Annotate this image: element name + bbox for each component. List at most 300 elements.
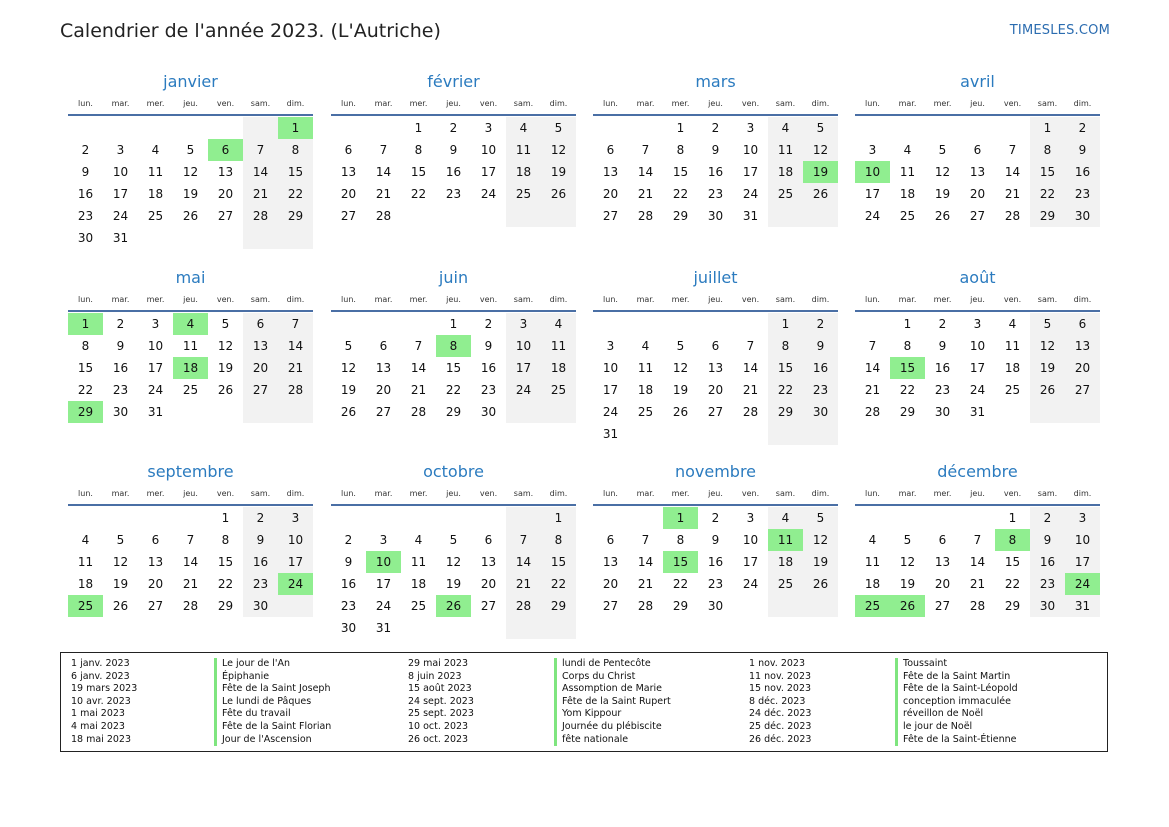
day-cell[interactable]: 22 — [899, 383, 916, 397]
day-cell[interactable]: 31 — [742, 209, 759, 223]
day-cell[interactable]: 24 — [864, 209, 881, 223]
day-cell[interactable]: 5 — [903, 533, 912, 547]
day-cell[interactable]: 14 — [278, 335, 313, 357]
day-cell[interactable]: 14 — [243, 161, 278, 183]
holiday-day-cell[interactable]: 25 — [68, 595, 103, 617]
day-cell[interactable]: 23 — [340, 599, 357, 613]
day-cell[interactable]: 19 — [1030, 357, 1065, 379]
day-cell[interactable]: 26 — [1030, 379, 1065, 401]
day-cell[interactable]: 13 — [147, 555, 164, 569]
day-cell[interactable]: 16 — [445, 165, 462, 179]
day-cell[interactable]: 26 — [217, 383, 234, 397]
day-cell[interactable]: 2 — [81, 143, 90, 157]
day-cell[interactable]: 17 — [278, 551, 313, 573]
day-cell[interactable]: 5 — [221, 317, 230, 331]
holiday-day-cell[interactable]: 26 — [436, 595, 471, 617]
day-cell[interactable]: 2 — [449, 121, 458, 135]
day-cell[interactable]: 9 — [803, 335, 838, 357]
day-cell[interactable]: 25 — [1004, 383, 1021, 397]
day-cell[interactable]: 18 — [147, 187, 164, 201]
day-cell[interactable]: 13 — [602, 555, 619, 569]
holiday-day-cell[interactable]: 6 — [208, 139, 243, 161]
day-cell[interactable]: 19 — [541, 161, 576, 183]
day-cell[interactable]: 26 — [803, 183, 838, 205]
day-cell[interactable]: 28 — [637, 599, 654, 613]
day-cell[interactable]: 8 — [541, 529, 576, 551]
day-cell[interactable]: 3 — [484, 121, 493, 135]
day-cell[interactable]: 4 — [768, 507, 803, 529]
day-cell[interactable]: 24 — [147, 383, 164, 397]
day-cell[interactable]: 10 — [506, 335, 541, 357]
day-cell[interactable]: 21 — [1004, 187, 1021, 201]
day-cell[interactable]: 30 — [77, 231, 94, 245]
day-cell[interactable]: 23 — [112, 383, 129, 397]
day-cell[interactable]: 8 — [903, 339, 912, 353]
day-cell[interactable]: 11 — [541, 335, 576, 357]
day-cell[interactable]: 3 — [116, 143, 125, 157]
day-cell[interactable]: 2 — [344, 533, 353, 547]
day-cell[interactable]: 25 — [147, 209, 164, 223]
day-cell[interactable]: 11 — [506, 139, 541, 161]
day-cell[interactable]: 30 — [934, 405, 951, 419]
day-cell[interactable]: 20 — [969, 187, 986, 201]
day-cell[interactable]: 19 — [340, 383, 357, 397]
day-cell[interactable]: 15 — [1004, 555, 1021, 569]
day-cell[interactable]: 9 — [243, 529, 278, 551]
day-cell[interactable]: 8 — [676, 143, 685, 157]
day-cell[interactable]: 1 — [414, 121, 423, 135]
day-cell[interactable]: 29 — [541, 595, 576, 617]
day-cell[interactable]: 11 — [77, 555, 94, 569]
day-cell[interactable]: 24 — [602, 405, 619, 419]
day-cell[interactable]: 16 — [77, 187, 94, 201]
day-cell[interactable]: 6 — [938, 533, 947, 547]
day-cell[interactable]: 10 — [742, 533, 759, 547]
day-cell[interactable]: 20 — [217, 187, 234, 201]
day-cell[interactable]: 21 — [375, 187, 392, 201]
holiday-day-cell[interactable]: 8 — [995, 529, 1030, 551]
day-cell[interactable]: 23 — [1030, 573, 1065, 595]
day-cell[interactable]: 9 — [1065, 139, 1100, 161]
day-cell[interactable]: 14 — [969, 555, 986, 569]
day-cell[interactable]: 23 — [803, 379, 838, 401]
day-cell[interactable]: 13 — [217, 165, 234, 179]
day-cell[interactable]: 7 — [973, 533, 982, 547]
day-cell[interactable]: 11 — [768, 139, 803, 161]
day-cell[interactable]: 21 — [410, 383, 427, 397]
day-cell[interactable]: 23 — [445, 187, 462, 201]
day-cell[interactable]: 12 — [803, 529, 838, 551]
day-cell[interactable]: 9 — [938, 339, 947, 353]
day-cell[interactable]: 13 — [243, 335, 278, 357]
day-cell[interactable]: 23 — [243, 573, 278, 595]
day-cell[interactable]: 5 — [541, 117, 576, 139]
brand-link[interactable]: TIMESLES.COM — [1009, 23, 1110, 38]
day-cell[interactable]: 17 — [112, 187, 129, 201]
day-cell[interactable]: 4 — [541, 313, 576, 335]
day-cell[interactable]: 21 — [243, 183, 278, 205]
day-cell[interactable]: 5 — [186, 143, 195, 157]
day-cell[interactable]: 9 — [711, 533, 720, 547]
day-cell[interactable]: 31 — [969, 405, 986, 419]
day-cell[interactable]: 12 — [672, 361, 689, 375]
day-cell[interactable]: 31 — [1065, 595, 1100, 617]
day-cell[interactable]: 22 — [410, 187, 427, 201]
day-cell[interactable]: 3 — [1065, 507, 1100, 529]
day-cell[interactable]: 6 — [606, 533, 615, 547]
day-cell[interactable]: 28 — [375, 209, 392, 223]
day-cell[interactable]: 23 — [707, 187, 724, 201]
day-cell[interactable]: 29 — [1004, 599, 1021, 613]
day-cell[interactable]: 12 — [112, 555, 129, 569]
day-cell[interactable]: 3 — [379, 533, 388, 547]
day-cell[interactable]: 5 — [676, 339, 685, 353]
holiday-day-cell[interactable]: 10 — [855, 161, 890, 183]
day-cell[interactable]: 27 — [1065, 379, 1100, 401]
day-cell[interactable]: 30 — [112, 405, 129, 419]
day-cell[interactable]: 18 — [864, 577, 881, 591]
day-cell[interactable]: 25 — [899, 209, 916, 223]
day-cell[interactable]: 18 — [77, 577, 94, 591]
day-cell[interactable]: 25 — [768, 183, 803, 205]
day-cell[interactable]: 22 — [541, 573, 576, 595]
day-cell[interactable]: 17 — [742, 555, 759, 569]
day-cell[interactable]: 4 — [414, 533, 423, 547]
day-cell[interactable]: 12 — [934, 165, 951, 179]
day-cell[interactable]: 2 — [803, 313, 838, 335]
day-cell[interactable]: 11 — [1004, 339, 1021, 353]
day-cell[interactable]: 21 — [637, 187, 654, 201]
day-cell[interactable]: 16 — [707, 165, 724, 179]
day-cell[interactable]: 18 — [768, 161, 803, 183]
day-cell[interactable]: 7 — [186, 533, 195, 547]
holiday-day-cell[interactable]: 26 — [890, 595, 925, 617]
day-cell[interactable]: 29 — [768, 401, 803, 423]
day-cell[interactable]: 2 — [116, 317, 125, 331]
day-cell[interactable]: 4 — [903, 143, 912, 157]
day-cell[interactable]: 3 — [606, 339, 615, 353]
day-cell[interactable]: 29 — [278, 205, 313, 227]
day-cell[interactable]: 2 — [484, 317, 493, 331]
day-cell[interactable]: 10 — [278, 529, 313, 551]
day-cell[interactable]: 25 — [768, 573, 803, 595]
day-cell[interactable]: 2 — [938, 317, 947, 331]
day-cell[interactable]: 28 — [278, 379, 313, 401]
day-cell[interactable]: 30 — [340, 621, 357, 635]
day-cell[interactable]: 28 — [1004, 209, 1021, 223]
day-cell[interactable]: 17 — [742, 165, 759, 179]
day-cell[interactable]: 19 — [899, 577, 916, 591]
day-cell[interactable]: 12 — [1030, 335, 1065, 357]
day-cell[interactable]: 21 — [182, 577, 199, 591]
day-cell[interactable]: 9 — [449, 143, 458, 157]
day-cell[interactable]: 13 — [934, 555, 951, 569]
day-cell[interactable]: 18 — [1004, 361, 1021, 375]
day-cell[interactable]: 8 — [414, 143, 423, 157]
day-cell[interactable]: 13 — [480, 555, 497, 569]
day-cell[interactable]: 2 — [1065, 117, 1100, 139]
day-cell[interactable]: 31 — [112, 231, 129, 245]
day-cell[interactable]: 14 — [182, 555, 199, 569]
day-cell[interactable]: 17 — [480, 165, 497, 179]
day-cell[interactable]: 22 — [77, 383, 94, 397]
day-cell[interactable]: 15 — [410, 165, 427, 179]
day-cell[interactable]: 16 — [480, 361, 497, 375]
day-cell[interactable]: 9 — [484, 339, 493, 353]
day-cell[interactable]: 18 — [410, 577, 427, 591]
day-cell[interactable]: 10 — [480, 143, 497, 157]
day-cell[interactable]: 18 — [637, 383, 654, 397]
day-cell[interactable]: 10 — [1065, 529, 1100, 551]
day-cell[interactable]: 7 — [641, 143, 650, 157]
holiday-day-cell[interactable]: 15 — [663, 551, 698, 573]
day-cell[interactable]: 29 — [672, 209, 689, 223]
day-cell[interactable]: 23 — [480, 383, 497, 397]
day-cell[interactable]: 17 — [864, 187, 881, 201]
day-cell[interactable]: 13 — [969, 165, 986, 179]
day-cell[interactable]: 19 — [445, 577, 462, 591]
day-cell[interactable]: 4 — [641, 339, 650, 353]
day-cell[interactable]: 29 — [1030, 205, 1065, 227]
day-cell[interactable]: 3 — [278, 507, 313, 529]
day-cell[interactable]: 20 — [934, 577, 951, 591]
day-cell[interactable]: 17 — [506, 357, 541, 379]
day-cell[interactable]: 6 — [484, 533, 493, 547]
day-cell[interactable]: 9 — [81, 165, 90, 179]
day-cell[interactable]: 1 — [903, 317, 912, 331]
day-cell[interactable]: 6 — [606, 143, 615, 157]
day-cell[interactable]: 4 — [768, 117, 803, 139]
day-cell[interactable]: 30 — [1030, 595, 1065, 617]
day-cell[interactable]: 6 — [243, 313, 278, 335]
day-cell[interactable]: 14 — [742, 361, 759, 375]
day-cell[interactable]: 8 — [221, 533, 230, 547]
day-cell[interactable]: 22 — [1004, 577, 1021, 591]
day-cell[interactable]: 1 — [541, 507, 576, 529]
day-cell[interactable]: 7 — [278, 313, 313, 335]
day-cell[interactable]: 14 — [375, 165, 392, 179]
day-cell[interactable]: 26 — [340, 405, 357, 419]
day-cell[interactable]: 3 — [746, 511, 755, 525]
day-cell[interactable]: 6 — [344, 143, 353, 157]
day-cell[interactable]: 13 — [340, 165, 357, 179]
day-cell[interactable]: 26 — [182, 209, 199, 223]
day-cell[interactable]: 21 — [742, 383, 759, 397]
holiday-day-cell[interactable]: 4 — [173, 313, 208, 335]
day-cell[interactable]: 5 — [449, 533, 458, 547]
day-cell[interactable]: 27 — [602, 599, 619, 613]
day-cell[interactable]: 21 — [506, 573, 541, 595]
day-cell[interactable]: 20 — [707, 383, 724, 397]
day-cell[interactable]: 28 — [506, 595, 541, 617]
day-cell[interactable]: 14 — [410, 361, 427, 375]
day-cell[interactable]: 8 — [81, 339, 90, 353]
day-cell[interactable]: 26 — [803, 573, 838, 595]
day-cell[interactable]: 22 — [768, 379, 803, 401]
day-cell[interactable]: 10 — [112, 165, 129, 179]
day-cell[interactable]: 30 — [243, 595, 278, 617]
day-cell[interactable]: 11 — [147, 165, 164, 179]
day-cell[interactable]: 20 — [243, 357, 278, 379]
day-cell[interactable]: 15 — [278, 161, 313, 183]
day-cell[interactable]: 19 — [182, 187, 199, 201]
day-cell[interactable]: 5 — [803, 117, 838, 139]
day-cell[interactable]: 3 — [868, 143, 877, 157]
day-cell[interactable]: 22 — [445, 383, 462, 397]
day-cell[interactable]: 18 — [541, 357, 576, 379]
day-cell[interactable]: 22 — [278, 183, 313, 205]
day-cell[interactable]: 2 — [243, 507, 278, 529]
day-cell[interactable]: 27 — [375, 405, 392, 419]
day-cell[interactable]: 15 — [217, 555, 234, 569]
day-cell[interactable]: 28 — [864, 405, 881, 419]
day-cell[interactable]: 6 — [151, 533, 160, 547]
day-cell[interactable]: 19 — [217, 361, 234, 375]
day-cell[interactable]: 16 — [803, 357, 838, 379]
day-cell[interactable]: 20 — [602, 187, 619, 201]
day-cell[interactable]: 14 — [1004, 165, 1021, 179]
holiday-day-cell[interactable]: 1 — [278, 117, 313, 139]
day-cell[interactable]: 19 — [672, 383, 689, 397]
day-cell[interactable]: 17 — [969, 361, 986, 375]
day-cell[interactable]: 17 — [147, 361, 164, 375]
day-cell[interactable]: 4 — [81, 533, 90, 547]
day-cell[interactable]: 3 — [973, 317, 982, 331]
day-cell[interactable]: 1 — [221, 511, 230, 525]
day-cell[interactable]: 6 — [973, 143, 982, 157]
day-cell[interactable]: 3 — [151, 317, 160, 331]
day-cell[interactable]: 14 — [637, 165, 654, 179]
holiday-day-cell[interactable]: 24 — [1065, 573, 1100, 595]
day-cell[interactable]: 20 — [480, 577, 497, 591]
day-cell[interactable]: 12 — [340, 361, 357, 375]
day-cell[interactable]: 7 — [641, 533, 650, 547]
day-cell[interactable]: 20 — [340, 187, 357, 201]
day-cell[interactable]: 7 — [379, 143, 388, 157]
day-cell[interactable]: 5 — [803, 507, 838, 529]
day-cell[interactable]: 5 — [116, 533, 125, 547]
day-cell[interactable]: 7 — [868, 339, 877, 353]
day-cell[interactable]: 1 — [676, 121, 685, 135]
day-cell[interactable]: 21 — [864, 383, 881, 397]
day-cell[interactable]: 12 — [899, 555, 916, 569]
day-cell[interactable]: 12 — [541, 139, 576, 161]
day-cell[interactable]: 23 — [707, 577, 724, 591]
day-cell[interactable]: 6 — [711, 339, 720, 353]
holiday-day-cell[interactable]: 19 — [803, 161, 838, 183]
day-cell[interactable]: 20 — [602, 577, 619, 591]
day-cell[interactable]: 19 — [934, 187, 951, 201]
day-cell[interactable]: 7 — [746, 339, 755, 353]
day-cell[interactable]: 24 — [480, 187, 497, 201]
holiday-day-cell[interactable]: 1 — [663, 507, 698, 529]
day-cell[interactable]: 4 — [1008, 317, 1017, 331]
day-cell[interactable]: 27 — [969, 209, 986, 223]
day-cell[interactable]: 27 — [934, 599, 951, 613]
day-cell[interactable]: 10 — [969, 339, 986, 353]
day-cell[interactable]: 25 — [637, 405, 654, 419]
day-cell[interactable]: 29 — [672, 599, 689, 613]
day-cell[interactable]: 13 — [707, 361, 724, 375]
day-cell[interactable]: 30 — [803, 401, 838, 423]
day-cell[interactable]: 29 — [445, 405, 462, 419]
day-cell[interactable]: 5 — [1030, 313, 1065, 335]
day-cell[interactable]: 11 — [410, 555, 427, 569]
holiday-day-cell[interactable]: 29 — [68, 401, 103, 423]
day-cell[interactable]: 27 — [340, 209, 357, 223]
holiday-day-cell[interactable]: 8 — [436, 335, 471, 357]
day-cell[interactable]: 5 — [938, 143, 947, 157]
day-cell[interactable]: 4 — [151, 143, 160, 157]
day-cell[interactable]: 3 — [506, 313, 541, 335]
day-cell[interactable]: 24 — [742, 577, 759, 591]
day-cell[interactable]: 8 — [278, 139, 313, 161]
day-cell[interactable]: 7 — [1008, 143, 1017, 157]
day-cell[interactable]: 7 — [414, 339, 423, 353]
day-cell[interactable]: 9 — [116, 339, 125, 353]
day-cell[interactable]: 24 — [375, 599, 392, 613]
day-cell[interactable]: 6 — [379, 339, 388, 353]
day-cell[interactable]: 11 — [182, 339, 199, 353]
day-cell[interactable]: 25 — [506, 183, 541, 205]
day-cell[interactable]: 6 — [1065, 313, 1100, 335]
day-cell[interactable]: 22 — [672, 187, 689, 201]
day-cell[interactable]: 23 — [934, 383, 951, 397]
day-cell[interactable]: 31 — [602, 427, 619, 441]
day-cell[interactable]: 17 — [1065, 551, 1100, 573]
day-cell[interactable]: 16 — [1065, 161, 1100, 183]
day-cell[interactable]: 11 — [864, 555, 881, 569]
day-cell[interactable]: 30 — [1065, 205, 1100, 227]
day-cell[interactable]: 25 — [182, 383, 199, 397]
day-cell[interactable]: 22 — [672, 577, 689, 591]
holiday-day-cell[interactable]: 24 — [278, 573, 313, 595]
day-cell[interactable]: 20 — [1065, 357, 1100, 379]
day-cell[interactable]: 4 — [868, 533, 877, 547]
day-cell[interactable]: 12 — [803, 139, 838, 161]
day-cell[interactable]: 10 — [602, 361, 619, 375]
day-cell[interactable]: 16 — [243, 551, 278, 573]
day-cell[interactable]: 27 — [147, 599, 164, 613]
day-cell[interactable]: 15 — [541, 551, 576, 573]
day-cell[interactable]: 26 — [934, 209, 951, 223]
day-cell[interactable]: 9 — [344, 555, 353, 569]
day-cell[interactable]: 27 — [602, 209, 619, 223]
day-cell[interactable]: 13 — [602, 165, 619, 179]
day-cell[interactable]: 9 — [711, 143, 720, 157]
day-cell[interactable]: 28 — [637, 209, 654, 223]
day-cell[interactable]: 12 — [182, 165, 199, 179]
day-cell[interactable]: 22 — [1030, 183, 1065, 205]
day-cell[interactable]: 19 — [803, 551, 838, 573]
day-cell[interactable]: 24 — [506, 379, 541, 401]
day-cell[interactable]: 7 — [243, 139, 278, 161]
day-cell[interactable]: 23 — [1065, 183, 1100, 205]
day-cell[interactable]: 16 — [707, 555, 724, 569]
day-cell[interactable]: 21 — [637, 577, 654, 591]
day-cell[interactable]: 16 — [340, 577, 357, 591]
day-cell[interactable]: 11 — [899, 165, 916, 179]
day-cell[interactable]: 27 — [480, 599, 497, 613]
day-cell[interactable]: 28 — [243, 205, 278, 227]
day-cell[interactable]: 24 — [742, 187, 759, 201]
day-cell[interactable]: 29 — [899, 405, 916, 419]
day-cell[interactable]: 23 — [77, 209, 94, 223]
day-cell[interactable]: 28 — [182, 599, 199, 613]
day-cell[interactable]: 18 — [768, 551, 803, 573]
day-cell[interactable]: 15 — [768, 357, 803, 379]
day-cell[interactable]: 20 — [375, 383, 392, 397]
